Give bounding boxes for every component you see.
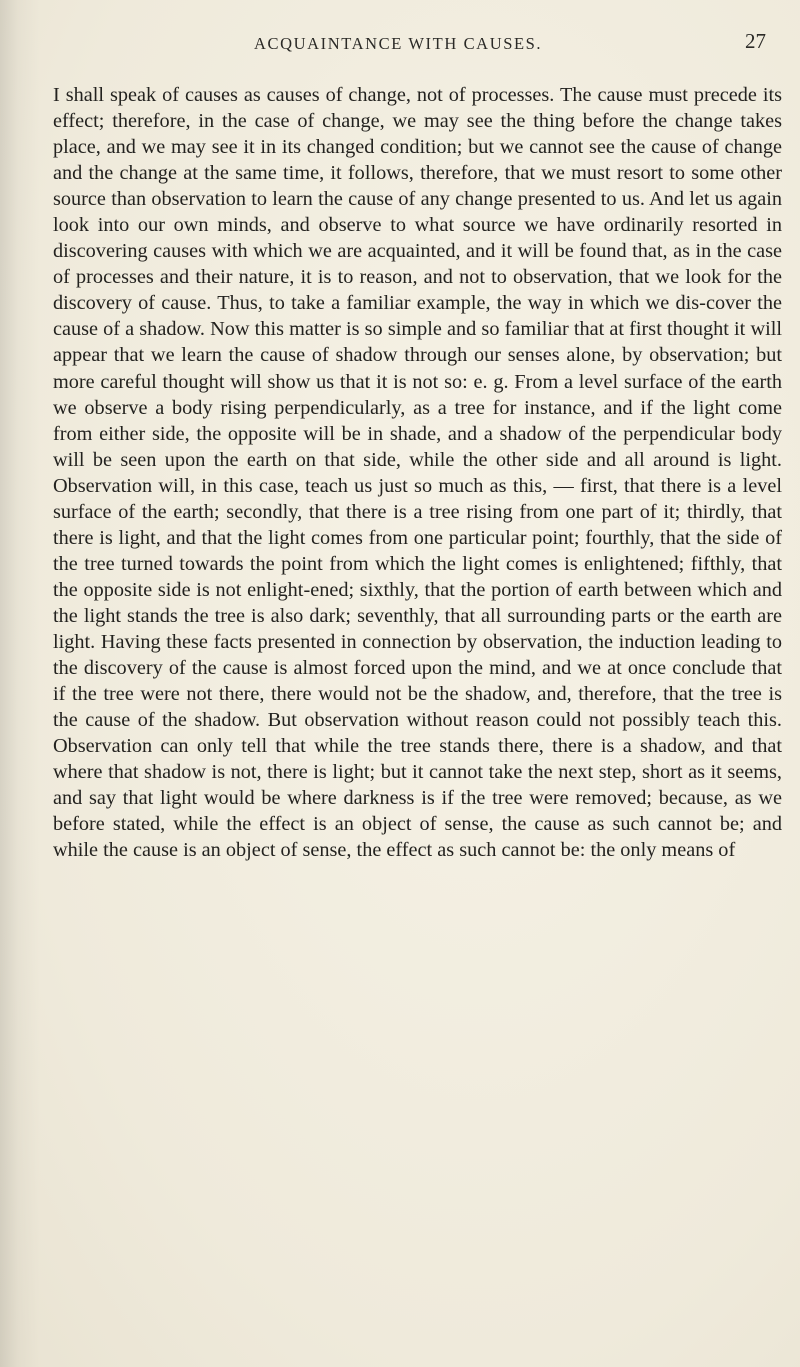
page-number: 27 <box>745 29 766 53</box>
running-head: ACQUAINTANCE WITH CAUSES. <box>254 34 543 53</box>
body-paragraph: I shall speak of causes as causes of change, not of processes. The cause must precede its effect; therefore, in the case of change, we may see the thing before the change takes place, and we may see it in its changed condition; but we cannot see the cause of change and the change at the same time, it follows, therefore, that we must resort to some other source than observation to learn the cause of any change presented to us. And let us again look into our own minds, and observe to what source we have ordinarily resorted in discovering causes with which we are acquainted, and it will be found that, as in the case of processes and their nature, it is to reason, and not to observation, that we look for the discovery of cause. Thus, to take a familiar example, the way in which we dis-cover the cause of a shadow. Now this matter is so simple and so familiar that at first thought it will appear that we learn the cause of shadow through our senses alone, by observation; but more careful thought will show us that it is not so: e. g. From a level surface of the earth we observe a body rising perpendicularly, as a tree for instance, and if the light come from either side, the opposite will be in shade, and a shadow of the perpendicular body will be seen upon the earth on that side, while the other side and all around is light. Observation will, in this case, teach us just so much as this, — first, that there is a level surface of the earth; secondly, that there is a tree rising from one part of it; thirdly, that there is light, and that the light comes from one particular point; fourthly, that the side of the tree turned towards the point from which the light comes is enlightened; fifthly, that the opposite side is not enlight-ened; sixthly, that the portion of earth between which and the light stands the tree is also dark; seventhly, that all surrounding parts or the earth are light. Having these facts presented in connection by observation, the induction leading to the discovery of the cause is almost forced upon the mind, and we at once conclude that if the tree were not there, there would not be the shadow, and, therefore, that the tree is the cause of the shadow. But observation without reason could not possibly teach this. Observation can only tell that while the tree stands there, there is a shadow, and that where that shadow is not, there is light; but it cannot take the next step, short as it seems, and say that light would be where darkness is if the tree were removed; because, as we before stated, while the effect is an object of sense, the cause as such cannot be; and while the cause is an object of sense, the effect as such cannot be: the only means of <box>53 84 782 862</box>
page-header <box>254 29 794 64</box>
